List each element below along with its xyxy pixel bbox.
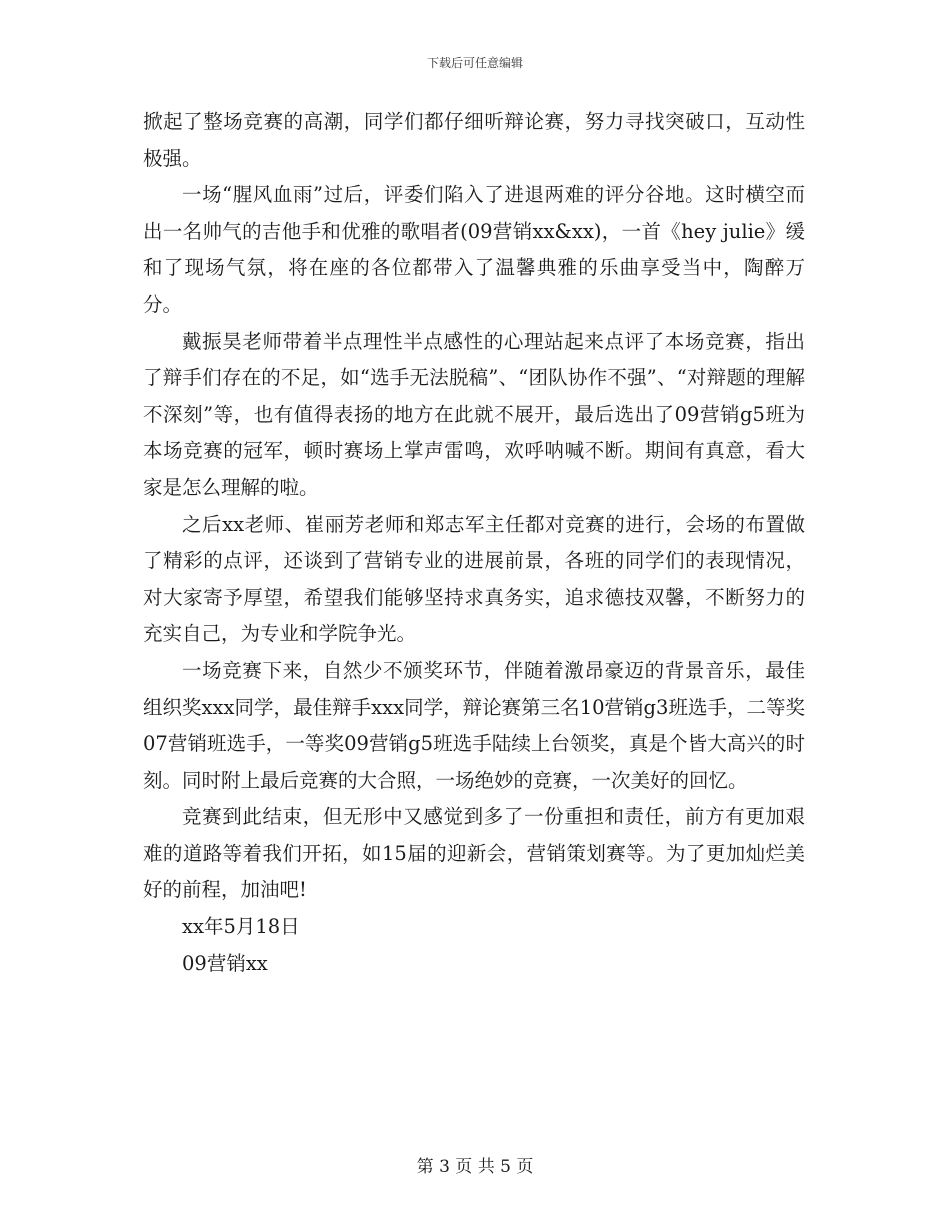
paragraph-5: 一场竞赛下来，自然少不颁奖环节，伴随着激昂豪迈的背景音乐，最佳组织奖xxx同学，最佳辩手xxx同学，辩论赛第三名10营销g3班选手，二等奖07营销班选手，一等奖09营销g5班选手陆续上台领奖，真是个皆大高兴的时刻。同时附上最后竞赛的大合照，一场绝妙的竞赛，一次美好的回忆。	[143, 658, 805, 792]
body-text	[143, 104, 805, 982]
page-footer: 第 3 页 共 5 页	[416, 1157, 534, 1177]
paragraph-4: 之后xx老师、崔丽芳老师和郑志军主任都对竞赛的进行，会场的布置做了精彩的点评，还谈到了营销专业的进展前景，各班的同学们的表现情况，对大家寄予厚望，希望我们能够坚持求真务实，追求德技双馨，不断努力的充实自己，为专业和学院争光。	[143, 512, 805, 646]
signature-date: xx年5月18日	[182, 915, 300, 939]
header-note: 下载后可任意编辑	[426, 56, 523, 70]
signature-author: 09营销xx	[182, 951, 268, 975]
paragraph-3: 戴振昊老师带着半点理性半点感性的心理站起来点评了本场竞赛，指出了辩手们存在的不足，如“选手无法脱稿”、“团队协作不强”、“对辩题的理解不深刻”等，也有值得表扬的地方在此就不展开，最后选出了09营销g5班为本场竞赛的冠军，顿时赛场上掌声雷鸣，欢呼呐喊不断。期间有真意，看大家是怎么理解的啦。	[143, 329, 805, 499]
paragraph-6: 竞赛到此结束，但无形中又感觉到多了一份重担和责任，前方有更加艰难的道路等着我们开拓，如15届的迎新会，营销策划赛等。为了更加灿烂美好的前程，加油吧!	[143, 805, 805, 902]
paragraph-2: 一场“腥风血雨”过后，评委们陷入了进退两难的评分谷地。这时横空而出一名帅气的吉他手和优雅的歌唱者(09营销xx&xx)，一首《hey julie》缓和了现场气氛，将在座的各位都带入了温馨典雅的乐曲享受当中，陶醉万分。	[143, 183, 805, 316]
paragraph-1: 掀起了整场竞赛的高潮，同学们都仔细听辩论赛，努力寻找突破口，互动性极强。	[143, 110, 805, 170]
